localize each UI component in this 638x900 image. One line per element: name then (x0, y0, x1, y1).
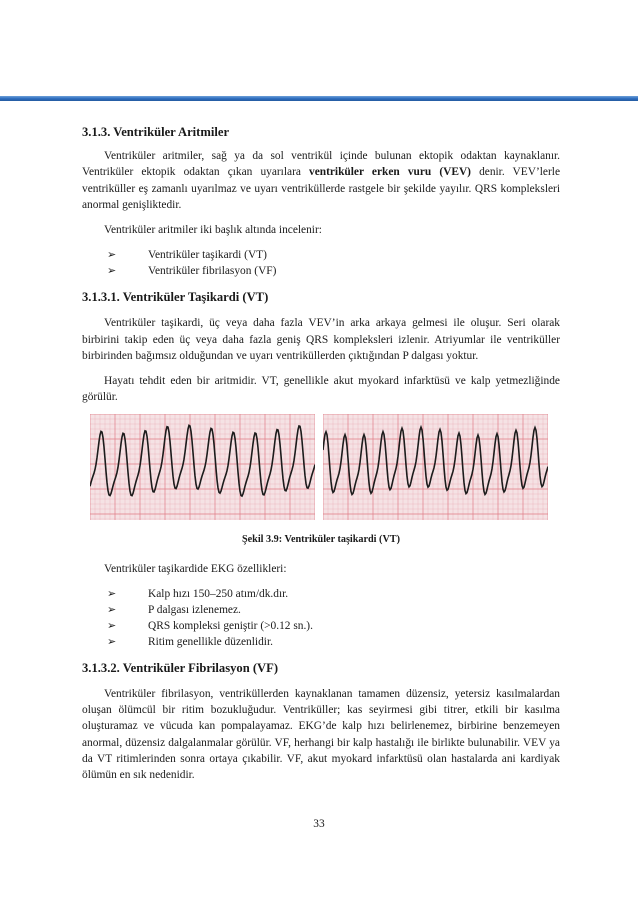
list-item: ➢ QRS kompleksi geniştir (>0.12 sn.). (107, 619, 313, 632)
paragraph-ventrikuler-aritmiler (82, 148, 560, 213)
list-item: ➢ Kalp hızı 150–250 atım/dk.dır. (107, 587, 289, 600)
page-top-margin (0, 0, 638, 96)
paragraph-vt-tanim: Ventriküler taşikardi, üç veya daha fazla VEV’in arka arkaya gelmesi ile oluşur. Seri olarak birbirini takip eden üç veya daha fazla geniş QRS kompleksleri izlenir. Atriyumlar ile ventriküller birbirinden bağımsız olduğundan ve uyarı ventriküllerden çıktığından P dalgası yoktur. (82, 317, 560, 362)
arrow-bullet-icon: ➢ (107, 587, 117, 600)
paragraph-iki-baslik: Ventriküler aritmiler iki başlık altında incelenir: (104, 224, 322, 237)
figure-vt-ecg (82, 414, 560, 548)
list-item: ➢ Ritim genellikle düzenlidir. (107, 635, 273, 648)
ecg-trace-left (90, 414, 315, 520)
arrow-bullet-icon: ➢ (107, 249, 117, 262)
p1-text-end: denir. VEV’lerle ventriküller eş zamanlı uyarılmaz ve uyarı ventriküllerde rastgele bir şekilde yayılır. QRS kompleksleri anormal genişliktedir. (82, 166, 560, 211)
list-item: ➢ Ventriküler taşikardi (VT) (107, 249, 267, 262)
arrow-bullet-icon: ➢ (107, 635, 117, 648)
arrow-bullet-icon: ➢ (107, 265, 117, 278)
figure-caption: Şekil 3.9: Ventriküler taşikardi (VT) (241, 534, 400, 546)
paragraph-vf: Ventriküler fibrilasyon, ventriküllerden kaynaklanan tamamen düzensiz, yetersiz kasılmalardan oluşan ölümcül bir ritim bozukluğudur. Ventriküller; kas seyirmesi gibi titrer, etkili bir kasılma oluşturamaz ve vücuda kan pompalayamaz. EKG’de kalp hızı belirlenemez, birbirine benzemeyen anormal, düzensiz dalgalanmalar görülür. VF, herhangi bir kalp hastalığı ile birlikte bulunabilir. VEV ya da VT ritimlerinden sonra ortaya çıkabilir. VF, akut myokard infarktüsü olan hastalarda ani kardiyak ölümün en sık nedenidir. (82, 688, 560, 782)
list-item: ➢ P dalgası izlenemez. (107, 603, 241, 616)
section-heading-vf: 3.1.3.2. Ventriküler Fibrilasyon (VF) (82, 660, 279, 675)
p1-text-start: Ventriküler aritmiler, sağ ya da sol ventrikül içinde bulunan ektopik odaktan kaynaklanır. Ventriküler ektopik odaktan çıkan uyarılara (82, 150, 560, 179)
page-content (82, 124, 560, 792)
p1-bold-term: ventriküler erken vuru (VEV) (309, 166, 471, 179)
arrow-bullet-icon: ➢ (107, 603, 117, 616)
list-aritmi-turleri (82, 247, 560, 279)
ecg-trace-line (323, 428, 548, 495)
list-ekg-ozellikleri (82, 586, 560, 650)
ecg-trace-right (323, 414, 548, 520)
paragraph-vt-hayati: Hayatı tehdit eden bir aritmidir. VT, genellikle akut myokard infarktüsü ve kalp yetmezliğinde görülür. (82, 375, 560, 404)
ecg-trace-line (90, 426, 315, 497)
list-item: ➢ Ventriküler fibrilasyon (VF) (107, 265, 277, 278)
ecg-strip-left (90, 414, 315, 520)
arrow-bullet-icon: ➢ (107, 619, 117, 632)
section-heading-vt: 3.1.3.1. Ventriküler Taşikardi (VT) (82, 290, 269, 305)
header-rule (0, 96, 638, 101)
ecg-strip-right (323, 414, 548, 520)
page-number: 33 (313, 818, 325, 830)
section-heading-ventrikuler-aritmiler: 3.1.3. Ventriküler Aritmiler (82, 125, 230, 139)
paragraph-ekg-ozellikleri: Ventriküler taşikardide EKG özellikleri: (104, 562, 287, 575)
